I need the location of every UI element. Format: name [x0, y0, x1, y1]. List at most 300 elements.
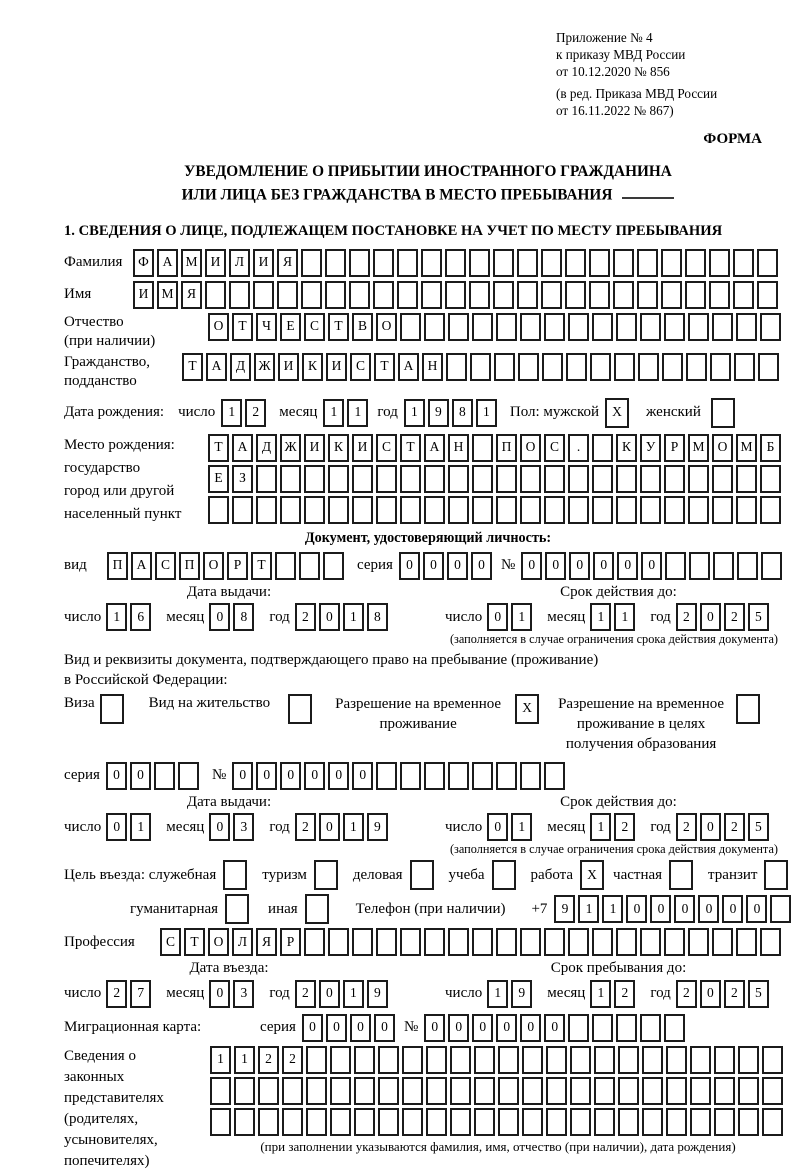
representatives-char-cell[interactable]: [594, 1046, 615, 1074]
profession-char-cell[interactable]: [712, 928, 733, 956]
migcard-series-cell[interactable]: 0: [326, 1014, 347, 1042]
name-char-cell[interactable]: [277, 281, 298, 309]
citizenship-char-cell[interactable]: А: [206, 353, 227, 381]
migcard-number-cell[interactable]: [664, 1014, 685, 1042]
representatives-char-cell[interactable]: [378, 1108, 399, 1136]
representatives-char-cell[interactable]: [210, 1108, 231, 1136]
doc-series-cell[interactable]: 0: [447, 552, 468, 580]
resid-issue-year-cell[interactable]: 1: [343, 813, 364, 841]
name-char-cell[interactable]: [685, 281, 706, 309]
resid-number-cell[interactable]: 0: [232, 762, 253, 790]
representatives-char-cell[interactable]: [714, 1077, 735, 1105]
profession-char-cell[interactable]: Я: [256, 928, 277, 956]
doc-series-cell[interactable]: 0: [423, 552, 444, 580]
doc-issue-year-cell[interactable]: 1: [343, 603, 364, 631]
resid-number-cell[interactable]: 0: [352, 762, 373, 790]
entry-year-cell[interactable]: 1: [343, 980, 364, 1008]
resid-number-cell[interactable]: 0: [256, 762, 277, 790]
sex-male-checkbox-cell[interactable]: X: [605, 398, 629, 428]
name-char-cell[interactable]: [565, 281, 586, 309]
representatives-char-cell[interactable]: [330, 1077, 351, 1105]
profession-char-cell[interactable]: [400, 928, 421, 956]
citizenship-char-cell[interactable]: [494, 353, 515, 381]
representatives-char-cell[interactable]: [450, 1077, 471, 1105]
representatives-char-cell[interactable]: [282, 1077, 303, 1105]
doc-valid-month-cell[interactable]: 1: [614, 603, 635, 631]
profession-char-cell[interactable]: [328, 928, 349, 956]
name-char-cell[interactable]: Я: [181, 281, 202, 309]
name-char-cell[interactable]: [589, 281, 610, 309]
birth-place-char-cell[interactable]: [400, 465, 421, 493]
birth-place-char-cell[interactable]: К: [328, 434, 349, 462]
representatives-char-cell[interactable]: [450, 1046, 471, 1074]
birth-place-char-cell[interactable]: [640, 496, 661, 524]
name-char-cell[interactable]: [733, 281, 754, 309]
entry-year-cell[interactable]: 2: [295, 980, 316, 1008]
surname-char-cell[interactable]: [469, 249, 490, 277]
surname-char-cell[interactable]: Л: [229, 249, 250, 277]
doc-number-cell[interactable]: 0: [641, 552, 662, 580]
birth-place-char-cell[interactable]: [616, 496, 637, 524]
birth-place-char-cell[interactable]: У: [640, 434, 661, 462]
stay-day-cell[interactable]: 9: [511, 980, 532, 1008]
representatives-char-cell[interactable]: [594, 1077, 615, 1105]
resid-number-cell[interactable]: [424, 762, 445, 790]
patronymic-char-cell[interactable]: [568, 313, 589, 341]
birth-place-char-cell[interactable]: [568, 465, 589, 493]
birth-place-char-cell[interactable]: [544, 496, 565, 524]
birth-place-char-cell[interactable]: О: [520, 434, 541, 462]
birth-place-char-cell[interactable]: [400, 496, 421, 524]
birth-place-char-cell[interactable]: [760, 465, 781, 493]
resid-issue-year-cell[interactable]: 0: [319, 813, 340, 841]
name-char-cell[interactable]: [517, 281, 538, 309]
doc-valid-year-cell[interactable]: 5: [748, 603, 769, 631]
doc-valid-year-cell[interactable]: 0: [700, 603, 721, 631]
birth-place-char-cell[interactable]: [472, 496, 493, 524]
representatives-char-cell[interactable]: [570, 1077, 591, 1105]
doc-kind-char-cell[interactable]: С: [155, 552, 176, 580]
representatives-char-cell[interactable]: [666, 1046, 687, 1074]
birth-place-char-cell[interactable]: [256, 465, 277, 493]
birth-place-char-cell[interactable]: Н: [448, 434, 469, 462]
birth-place-char-cell[interactable]: Б: [760, 434, 781, 462]
birth-place-char-cell[interactable]: [592, 496, 613, 524]
resid-number-cell[interactable]: 0: [328, 762, 349, 790]
representatives-char-cell[interactable]: [714, 1046, 735, 1074]
surname-char-cell[interactable]: А: [157, 249, 178, 277]
representatives-char-cell[interactable]: [378, 1046, 399, 1074]
citizenship-char-cell[interactable]: [614, 353, 635, 381]
representatives-char-cell[interactable]: [474, 1108, 495, 1136]
representatives-char-cell[interactable]: [258, 1077, 279, 1105]
profession-char-cell[interactable]: [568, 928, 589, 956]
birth-place-char-cell[interactable]: А: [232, 434, 253, 462]
citizenship-char-cell[interactable]: [470, 353, 491, 381]
representatives-char-cell[interactable]: [522, 1046, 543, 1074]
representatives-char-cell[interactable]: [762, 1077, 783, 1105]
representatives-char-cell[interactable]: [282, 1108, 303, 1136]
patronymic-char-cell[interactable]: Ч: [256, 313, 277, 341]
resid-valid-year-cell[interactable]: 5: [748, 813, 769, 841]
patronymic-char-cell[interactable]: С: [304, 313, 325, 341]
doc-number-cell[interactable]: 0: [617, 552, 638, 580]
migcard-number-cell[interactable]: 0: [448, 1014, 469, 1042]
representatives-char-cell[interactable]: [738, 1108, 759, 1136]
birth-place-char-cell[interactable]: [208, 496, 229, 524]
name-char-cell[interactable]: [469, 281, 490, 309]
birth-place-char-cell[interactable]: [448, 465, 469, 493]
resid-number-cell[interactable]: [520, 762, 541, 790]
representatives-char-cell[interactable]: [570, 1108, 591, 1136]
birth-place-char-cell[interactable]: [616, 465, 637, 493]
birth-place-char-cell[interactable]: К: [616, 434, 637, 462]
doc-issue-month-cell[interactable]: 8: [233, 603, 254, 631]
birth-place-char-cell[interactable]: [328, 465, 349, 493]
resid-valid-year-cell[interactable]: 2: [724, 813, 745, 841]
birth-place-char-cell[interactable]: [352, 496, 373, 524]
birth-place-char-cell[interactable]: И: [352, 434, 373, 462]
resid-issue-year-cell[interactable]: 2: [295, 813, 316, 841]
surname-char-cell[interactable]: Я: [277, 249, 298, 277]
name-char-cell[interactable]: [253, 281, 274, 309]
resid-number-cell[interactable]: [448, 762, 469, 790]
doc-kind-char-cell[interactable]: [299, 552, 320, 580]
visa-checkbox-cell[interactable]: [100, 694, 124, 724]
profession-char-cell[interactable]: [736, 928, 757, 956]
profession-char-cell[interactable]: [688, 928, 709, 956]
phone-digit-cell[interactable]: 0: [698, 895, 719, 923]
representatives-char-cell[interactable]: [546, 1077, 567, 1105]
profession-char-cell[interactable]: [760, 928, 781, 956]
surname-char-cell[interactable]: [709, 249, 730, 277]
birth-place-char-cell[interactable]: [304, 496, 325, 524]
purpose-business-checkbox-cell[interactable]: [410, 860, 434, 890]
doc-number-cell[interactable]: 0: [593, 552, 614, 580]
birth-day-cell[interactable]: 1: [221, 399, 242, 427]
representatives-char-cell[interactable]: [306, 1077, 327, 1105]
representatives-char-cell[interactable]: [762, 1108, 783, 1136]
representatives-char-cell[interactable]: [474, 1046, 495, 1074]
citizenship-char-cell[interactable]: [542, 353, 563, 381]
surname-char-cell[interactable]: М: [181, 249, 202, 277]
citizenship-char-cell[interactable]: И: [278, 353, 299, 381]
profession-char-cell[interactable]: [376, 928, 397, 956]
purpose-work-checkbox-cell[interactable]: X: [580, 860, 604, 890]
birth-place-char-cell[interactable]: О: [712, 434, 733, 462]
profession-char-cell[interactable]: [592, 928, 613, 956]
birth-place-char-cell[interactable]: [664, 465, 685, 493]
surname-char-cell[interactable]: [493, 249, 514, 277]
birth-place-char-cell[interactable]: М: [688, 434, 709, 462]
birth-place-char-cell[interactable]: Т: [400, 434, 421, 462]
phone-digit-cell[interactable]: 1: [578, 895, 599, 923]
birth-place-char-cell[interactable]: [328, 496, 349, 524]
doc-issue-month-cell[interactable]: 0: [209, 603, 230, 631]
name-char-cell[interactable]: [301, 281, 322, 309]
name-char-cell[interactable]: [541, 281, 562, 309]
birth-place-char-cell[interactable]: [640, 465, 661, 493]
patronymic-char-cell[interactable]: [424, 313, 445, 341]
representatives-char-cell[interactable]: [690, 1108, 711, 1136]
birth-year-cell[interactable]: 9: [428, 399, 449, 427]
profession-char-cell[interactable]: [352, 928, 373, 956]
patronymic-char-cell[interactable]: [472, 313, 493, 341]
doc-number-cell[interactable]: [761, 552, 782, 580]
representatives-char-cell[interactable]: [642, 1046, 663, 1074]
citizenship-char-cell[interactable]: С: [350, 353, 371, 381]
surname-char-cell[interactable]: [301, 249, 322, 277]
representatives-char-cell[interactable]: [306, 1108, 327, 1136]
profession-char-cell[interactable]: С: [160, 928, 181, 956]
birth-place-char-cell[interactable]: .: [568, 434, 589, 462]
representatives-char-cell[interactable]: [618, 1108, 639, 1136]
representatives-char-cell[interactable]: [522, 1108, 543, 1136]
birth-month-cell[interactable]: 1: [323, 399, 344, 427]
representatives-char-cell[interactable]: [258, 1108, 279, 1136]
citizenship-char-cell[interactable]: Т: [374, 353, 395, 381]
birth-place-char-cell[interactable]: [520, 496, 541, 524]
birth-place-char-cell[interactable]: [448, 496, 469, 524]
representatives-char-cell[interactable]: [402, 1108, 423, 1136]
name-char-cell[interactable]: [373, 281, 394, 309]
name-char-cell[interactable]: М: [157, 281, 178, 309]
resid-issue-month-cell[interactable]: 0: [209, 813, 230, 841]
surname-char-cell[interactable]: [661, 249, 682, 277]
sex-female-checkbox-cell[interactable]: [711, 398, 735, 428]
citizenship-char-cell[interactable]: [758, 353, 779, 381]
surname-char-cell[interactable]: [397, 249, 418, 277]
name-char-cell[interactable]: [421, 281, 442, 309]
doc-number-cell[interactable]: [737, 552, 758, 580]
representatives-char-cell[interactable]: [738, 1046, 759, 1074]
resid-number-cell[interactable]: [376, 762, 397, 790]
phone-digit-cell[interactable]: 0: [626, 895, 647, 923]
patronymic-char-cell[interactable]: О: [376, 313, 397, 341]
migcard-number-cell[interactable]: 0: [472, 1014, 493, 1042]
citizenship-char-cell[interactable]: Ж: [254, 353, 275, 381]
doc-valid-year-cell[interactable]: 2: [676, 603, 697, 631]
birth-place-char-cell[interactable]: [712, 465, 733, 493]
patronymic-char-cell[interactable]: [640, 313, 661, 341]
representatives-char-cell[interactable]: 1: [234, 1046, 255, 1074]
purpose-other-checkbox-cell[interactable]: [305, 894, 329, 924]
representatives-char-cell[interactable]: [642, 1077, 663, 1105]
patronymic-char-cell[interactable]: [760, 313, 781, 341]
profession-char-cell[interactable]: [640, 928, 661, 956]
patronymic-char-cell[interactable]: [496, 313, 517, 341]
representatives-char-cell[interactable]: [354, 1046, 375, 1074]
citizenship-char-cell[interactable]: А: [398, 353, 419, 381]
surname-char-cell[interactable]: [733, 249, 754, 277]
birth-place-char-cell[interactable]: [496, 496, 517, 524]
temp-permit-checkbox-cell[interactable]: X: [515, 694, 539, 724]
resid-valid-month-cell[interactable]: 2: [614, 813, 635, 841]
name-char-cell[interactable]: [493, 281, 514, 309]
name-char-cell[interactable]: [637, 281, 658, 309]
stay-month-cell[interactable]: 2: [614, 980, 635, 1008]
birth-month-cell[interactable]: 1: [347, 399, 368, 427]
surname-char-cell[interactable]: [445, 249, 466, 277]
surname-char-cell[interactable]: И: [205, 249, 226, 277]
birth-place-char-cell[interactable]: [520, 465, 541, 493]
migcard-series-cell[interactable]: 0: [350, 1014, 371, 1042]
representatives-char-cell[interactable]: [498, 1077, 519, 1105]
phone-digit-cell[interactable]: 0: [674, 895, 695, 923]
stay-year-cell[interactable]: 2: [724, 980, 745, 1008]
birth-place-char-cell[interactable]: [760, 496, 781, 524]
representatives-char-cell[interactable]: [426, 1077, 447, 1105]
birth-place-char-cell[interactable]: [496, 465, 517, 493]
resid-valid-year-cell[interactable]: 0: [700, 813, 721, 841]
resid-series-cell[interactable]: 0: [130, 762, 151, 790]
representatives-char-cell[interactable]: [306, 1046, 327, 1074]
representatives-char-cell[interactable]: [426, 1046, 447, 1074]
patronymic-char-cell[interactable]: [520, 313, 541, 341]
purpose-humanitarian-checkbox-cell[interactable]: [225, 894, 249, 924]
entry-year-cell[interactable]: 9: [367, 980, 388, 1008]
migcard-number-cell[interactable]: [616, 1014, 637, 1042]
patronymic-char-cell[interactable]: Т: [328, 313, 349, 341]
phone-digit-cell[interactable]: 0: [650, 895, 671, 923]
birth-place-char-cell[interactable]: Е: [208, 465, 229, 493]
stay-day-cell[interactable]: 1: [487, 980, 508, 1008]
migcard-number-cell[interactable]: [640, 1014, 661, 1042]
surname-char-cell[interactable]: [541, 249, 562, 277]
doc-number-cell[interactable]: [689, 552, 710, 580]
birth-place-char-cell[interactable]: П: [496, 434, 517, 462]
birth-place-char-cell[interactable]: [472, 465, 493, 493]
name-char-cell[interactable]: [709, 281, 730, 309]
phone-digit-cell[interactable]: [770, 895, 791, 923]
resid-series-cell[interactable]: [178, 762, 199, 790]
birth-place-char-cell[interactable]: И: [304, 434, 325, 462]
birth-place-char-cell[interactable]: С: [544, 434, 565, 462]
birth-place-char-cell[interactable]: [688, 496, 709, 524]
patronymic-char-cell[interactable]: [712, 313, 733, 341]
name-char-cell[interactable]: [205, 281, 226, 309]
birth-place-char-cell[interactable]: Д: [256, 434, 277, 462]
doc-number-cell[interactable]: [713, 552, 734, 580]
resid-issue-day-cell[interactable]: 0: [106, 813, 127, 841]
birth-year-cell[interactable]: 1: [404, 399, 425, 427]
representatives-char-cell[interactable]: [330, 1046, 351, 1074]
representatives-char-cell[interactable]: [618, 1077, 639, 1105]
stay-month-cell[interactable]: 1: [590, 980, 611, 1008]
resid-issue-month-cell[interactable]: 3: [233, 813, 254, 841]
resid-number-cell[interactable]: [400, 762, 421, 790]
doc-valid-month-cell[interactable]: 1: [590, 603, 611, 631]
representatives-char-cell[interactable]: [498, 1046, 519, 1074]
profession-char-cell[interactable]: [304, 928, 325, 956]
representatives-char-cell[interactable]: [594, 1108, 615, 1136]
birth-place-char-cell[interactable]: [424, 465, 445, 493]
representatives-char-cell[interactable]: [234, 1108, 255, 1136]
resid-number-cell[interactable]: 0: [304, 762, 325, 790]
doc-number-cell[interactable]: 0: [521, 552, 542, 580]
edu-permit-checkbox-cell[interactable]: [736, 694, 760, 724]
birth-year-cell[interactable]: 8: [452, 399, 473, 427]
name-char-cell[interactable]: [757, 281, 778, 309]
surname-char-cell[interactable]: [613, 249, 634, 277]
representatives-char-cell[interactable]: [642, 1108, 663, 1136]
birth-place-char-cell[interactable]: [424, 496, 445, 524]
doc-valid-year-cell[interactable]: 2: [724, 603, 745, 631]
surname-char-cell[interactable]: [685, 249, 706, 277]
birth-place-char-cell[interactable]: [256, 496, 277, 524]
entry-year-cell[interactable]: 0: [319, 980, 340, 1008]
resid-number-cell[interactable]: 0: [280, 762, 301, 790]
doc-valid-day-cell[interactable]: 1: [511, 603, 532, 631]
citizenship-char-cell[interactable]: [638, 353, 659, 381]
representatives-char-cell[interactable]: [666, 1108, 687, 1136]
representatives-char-cell[interactable]: [762, 1046, 783, 1074]
birth-place-char-cell[interactable]: [352, 465, 373, 493]
profession-char-cell[interactable]: [448, 928, 469, 956]
doc-kind-char-cell[interactable]: Р: [227, 552, 248, 580]
resid-number-cell[interactable]: [472, 762, 493, 790]
migcard-series-cell[interactable]: 0: [374, 1014, 395, 1042]
birth-place-char-cell[interactable]: Ж: [280, 434, 301, 462]
doc-valid-day-cell[interactable]: 0: [487, 603, 508, 631]
profession-char-cell[interactable]: [616, 928, 637, 956]
profession-char-cell[interactable]: Р: [280, 928, 301, 956]
surname-char-cell[interactable]: [589, 249, 610, 277]
representatives-char-cell[interactable]: [474, 1077, 495, 1105]
birth-place-char-cell[interactable]: [472, 434, 493, 462]
migcard-number-cell[interactable]: 0: [496, 1014, 517, 1042]
profession-char-cell[interactable]: [424, 928, 445, 956]
profession-char-cell[interactable]: О: [208, 928, 229, 956]
migcard-series-cell[interactable]: 0: [302, 1014, 323, 1042]
citizenship-char-cell[interactable]: Н: [422, 353, 443, 381]
representatives-char-cell[interactable]: [666, 1077, 687, 1105]
resid-issue-year-cell[interactable]: 9: [367, 813, 388, 841]
doc-kind-char-cell[interactable]: [275, 552, 296, 580]
patronymic-char-cell[interactable]: [616, 313, 637, 341]
resid-series-cell[interactable]: 0: [106, 762, 127, 790]
representatives-char-cell[interactable]: [714, 1108, 735, 1136]
name-char-cell[interactable]: [397, 281, 418, 309]
citizenship-char-cell[interactable]: [734, 353, 755, 381]
birth-place-char-cell[interactable]: [592, 434, 613, 462]
representatives-char-cell[interactable]: 1: [210, 1046, 231, 1074]
doc-kind-char-cell[interactable]: О: [203, 552, 224, 580]
birth-place-char-cell[interactable]: [544, 465, 565, 493]
surname-char-cell[interactable]: [637, 249, 658, 277]
doc-series-cell[interactable]: 0: [399, 552, 420, 580]
representatives-char-cell[interactable]: [210, 1077, 231, 1105]
doc-number-cell[interactable]: 0: [545, 552, 566, 580]
doc-issue-year-cell[interactable]: 8: [367, 603, 388, 631]
patronymic-char-cell[interactable]: В: [352, 313, 373, 341]
representatives-char-cell[interactable]: [738, 1077, 759, 1105]
profession-char-cell[interactable]: [520, 928, 541, 956]
purpose-private-checkbox-cell[interactable]: [669, 860, 693, 890]
birth-place-char-cell[interactable]: З: [232, 465, 253, 493]
surname-char-cell[interactable]: И: [253, 249, 274, 277]
doc-issue-day-cell[interactable]: 6: [130, 603, 151, 631]
name-char-cell[interactable]: [349, 281, 370, 309]
purpose-tourism-checkbox-cell[interactable]: [314, 860, 338, 890]
resid-series-cell[interactable]: [154, 762, 175, 790]
doc-kind-char-cell[interactable]: [323, 552, 344, 580]
representatives-char-cell[interactable]: [570, 1046, 591, 1074]
phone-digit-cell[interactable]: 1: [602, 895, 623, 923]
birth-place-char-cell[interactable]: А: [424, 434, 445, 462]
patronymic-char-cell[interactable]: [448, 313, 469, 341]
representatives-char-cell[interactable]: 2: [258, 1046, 279, 1074]
